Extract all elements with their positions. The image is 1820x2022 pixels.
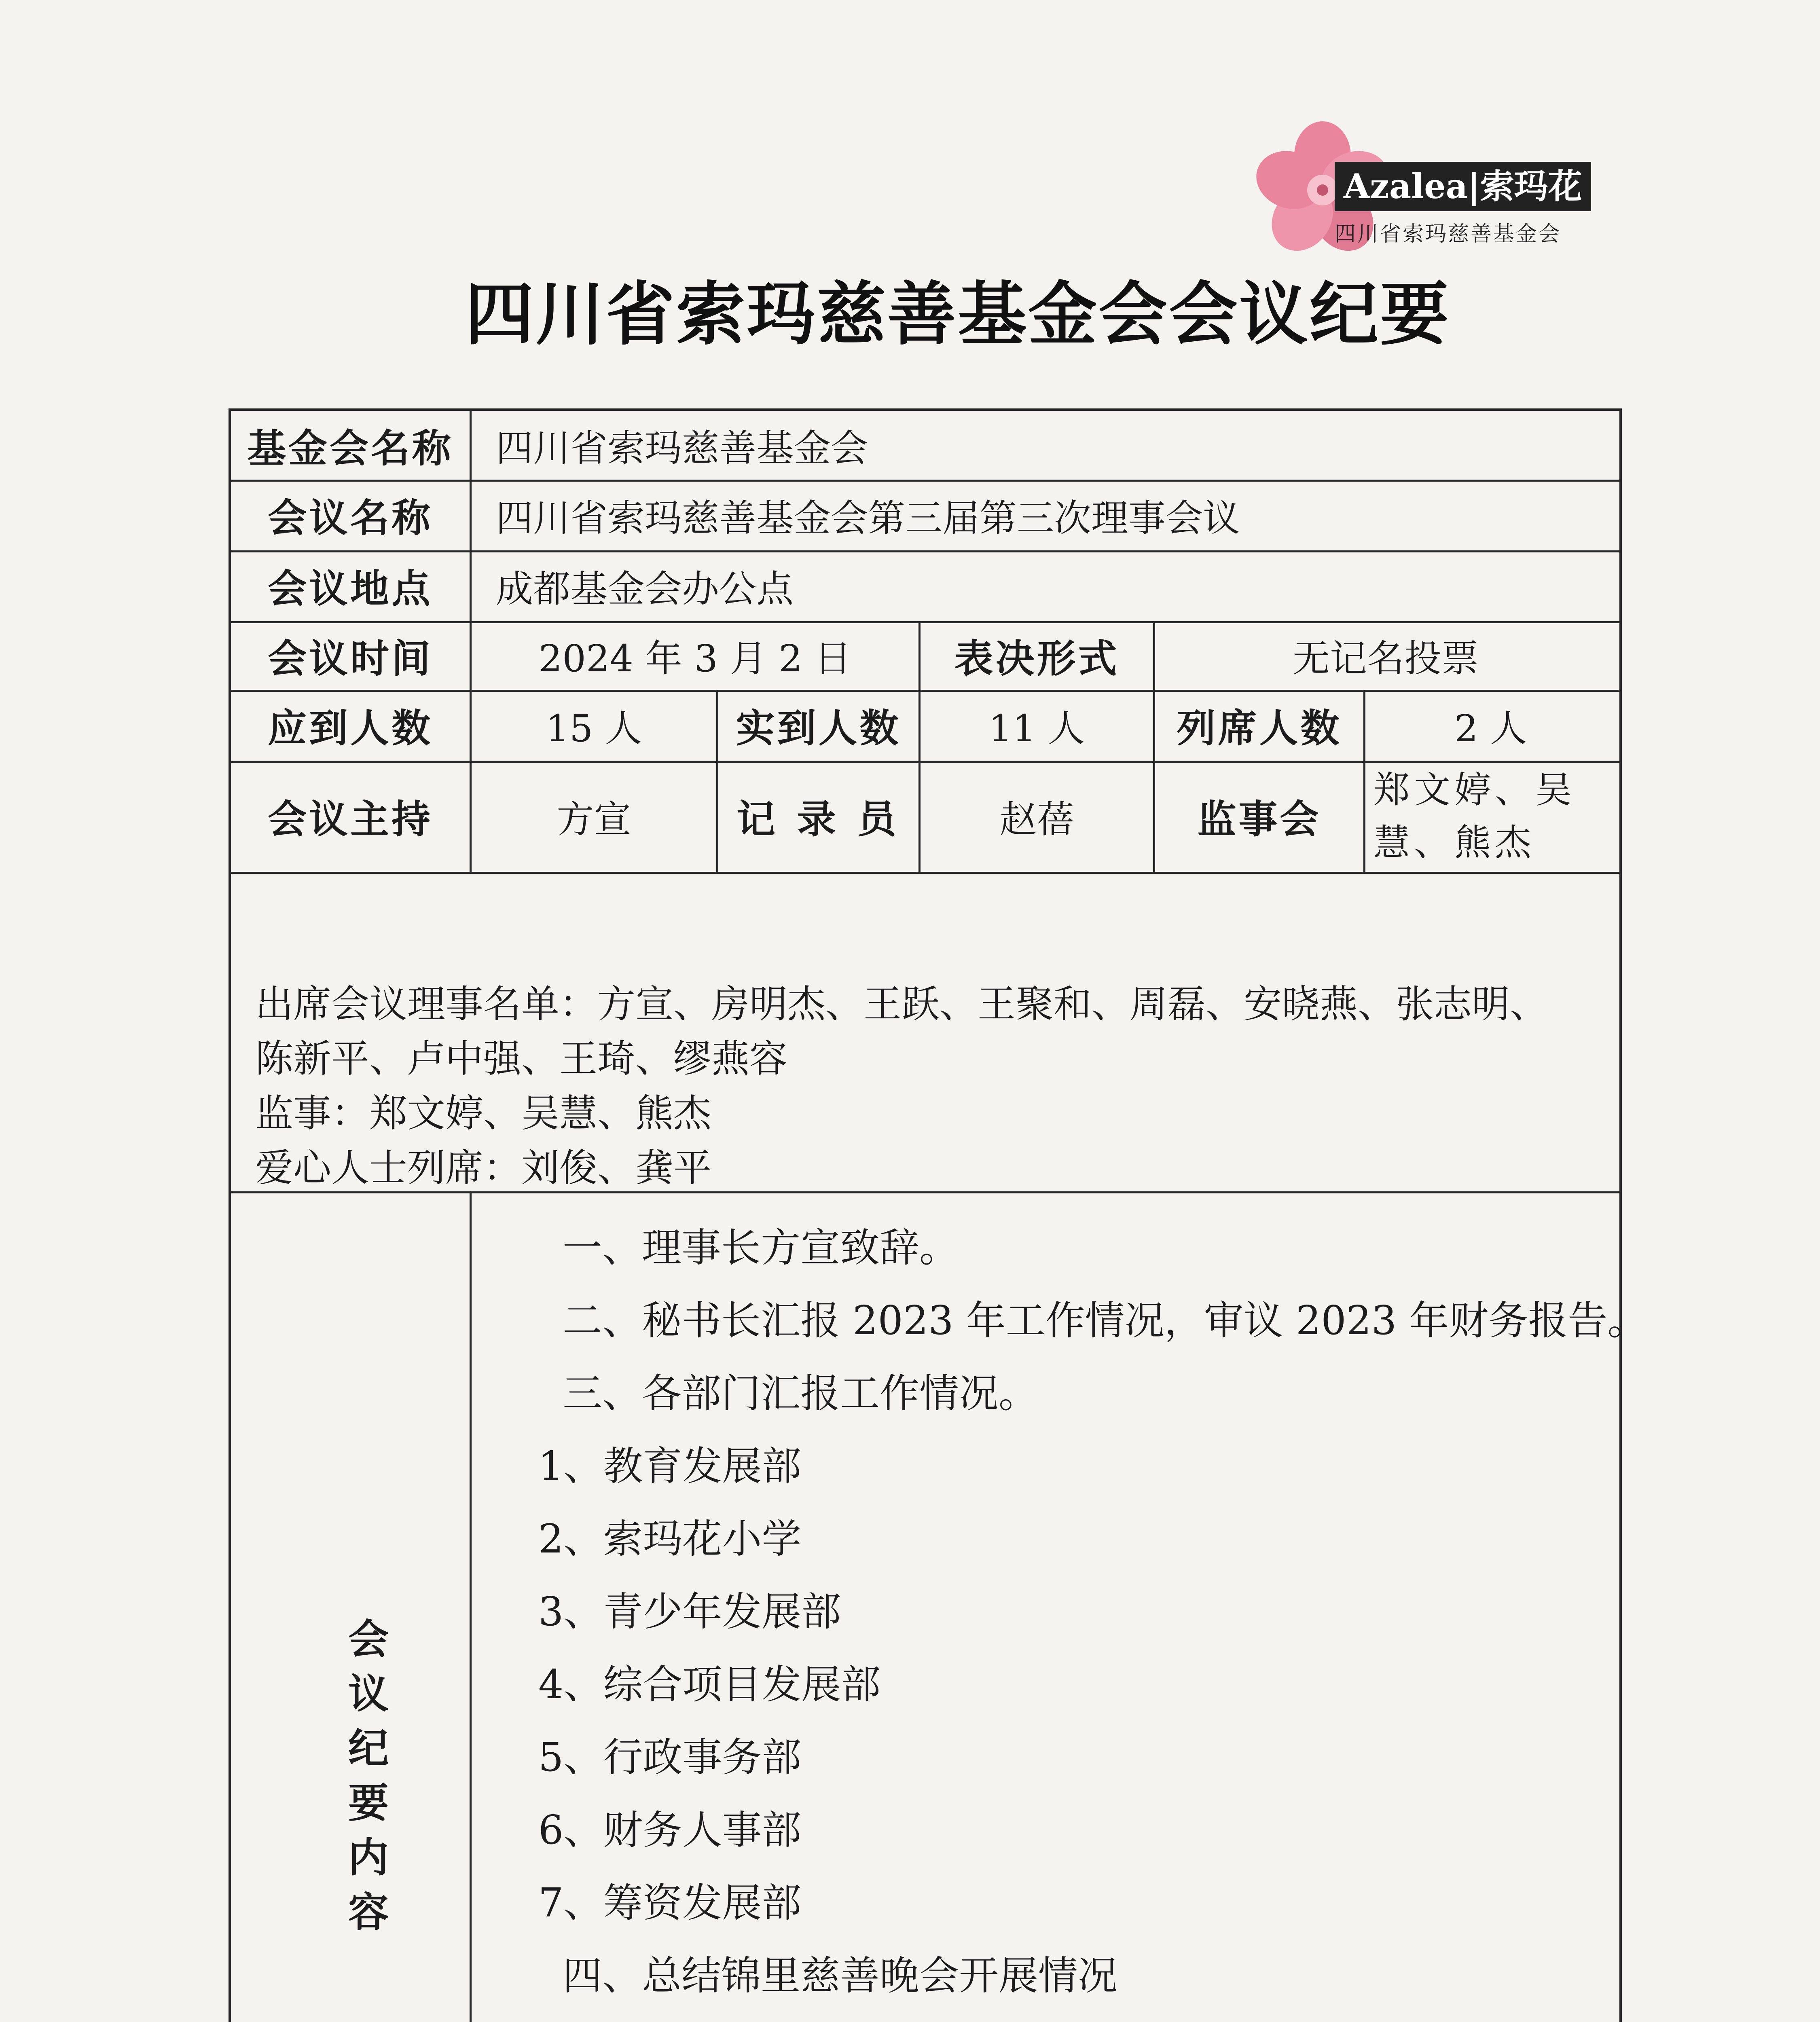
agenda-item — [478, 2012, 1618, 2022]
attendance-block — [255, 977, 1598, 1195]
department-item: 4、综合项目发展部 — [538, 1662, 881, 1708]
content-label-char: 纪 — [348, 1724, 389, 1772]
content-label-char: 会 — [348, 1615, 389, 1663]
supervisors-value: 郑文婷、吴慧、熊杰 — [1373, 768, 1576, 864]
meeting-name-value: 四川省索玛慈善基金会第三届第三次理事会议 — [496, 496, 1240, 540]
supervisors-label: 监事会 — [1197, 796, 1321, 842]
attendance-directors-cont: 陈新平、卢中强、王琦、缪燕容 — [255, 1037, 788, 1081]
observers-label: 列席人数 — [1177, 705, 1342, 751]
expected-value: 15 人 — [546, 706, 642, 750]
content-label — [328, 1612, 409, 1940]
agenda-item: 一、理事长方宣致辞。 — [563, 1225, 959, 1271]
department-item: 6、财务人事部 — [538, 1807, 802, 1853]
agenda-item: 二、秘书长汇报 2023 年工作情况，审议 2023 年财务报告。 — [563, 1298, 1647, 1344]
content-label-char: 要 — [348, 1779, 389, 1827]
foundation-name-value: 四川省索玛慈善基金会 — [496, 427, 868, 470]
department-item: 5、行政事务部 — [538, 1734, 802, 1781]
agenda-item: 四、总结锦里慈善晚会开展情况 — [563, 1953, 1118, 1999]
attendance-directors: 出席会议理事名单：方宣、房明杰、王跃、王聚和、周磊、安晓燕、张志明、 — [255, 982, 1548, 1026]
location-label: 会议地点 — [268, 566, 433, 611]
department-item: 7、筹资发展部 — [538, 1880, 802, 1926]
vote-value: 无记名投票 — [1292, 637, 1479, 680]
department-item: 1、教育发展部 — [538, 1443, 802, 1489]
meeting-name-label: 会议名称 — [268, 495, 433, 541]
observers-value: 2 人 — [1454, 706, 1527, 750]
logo-subtitle: 四川省索玛慈善基金会 — [1335, 222, 1562, 246]
minutes-content — [478, 1212, 1647, 2022]
attendance-supervisors: 监事：郑文婷、吴慧、熊杰 — [255, 1091, 712, 1136]
department-item: 3、青少年发展部 — [538, 1589, 841, 1635]
time-label: 会议时间 — [268, 635, 433, 681]
expected-label: 应到人数 — [268, 705, 433, 751]
attendance-guests: 爱心人士列席：刘俊、龚平 — [255, 1146, 712, 1190]
location-value: 成都基金会办公点 — [496, 567, 794, 611]
host-value: 方宣 — [557, 797, 631, 841]
document-title: 四川省索玛慈善基金会会议纪要 — [465, 274, 1451, 355]
recorder-label: 记 录 员 — [736, 796, 900, 842]
actual-value: 11 人 — [988, 706, 1085, 750]
recorder-value: 赵蓓 — [999, 797, 1074, 841]
vote-label: 表决形式 — [954, 635, 1120, 681]
content-label-char: 议 — [348, 1670, 389, 1717]
logo-text — [1335, 162, 1591, 247]
content-label-char: 内 — [348, 1834, 389, 1881]
actual-label: 实到人数 — [736, 705, 901, 751]
time-value: 2024 年 3 月 2 日 — [538, 637, 852, 680]
foundation-name-label: 基金会名称 — [247, 425, 453, 471]
agenda-item: 三、各部门汇报工作情况。 — [563, 1371, 1039, 1417]
minutes-table — [229, 408, 1647, 2022]
content-label-char: 容 — [348, 1888, 389, 1936]
department-item: 2、索玛花小学 — [538, 1516, 802, 1562]
host-label: 会议主持 — [268, 796, 433, 842]
logo-brand: Azalea|索玛花 — [1335, 162, 1591, 211]
